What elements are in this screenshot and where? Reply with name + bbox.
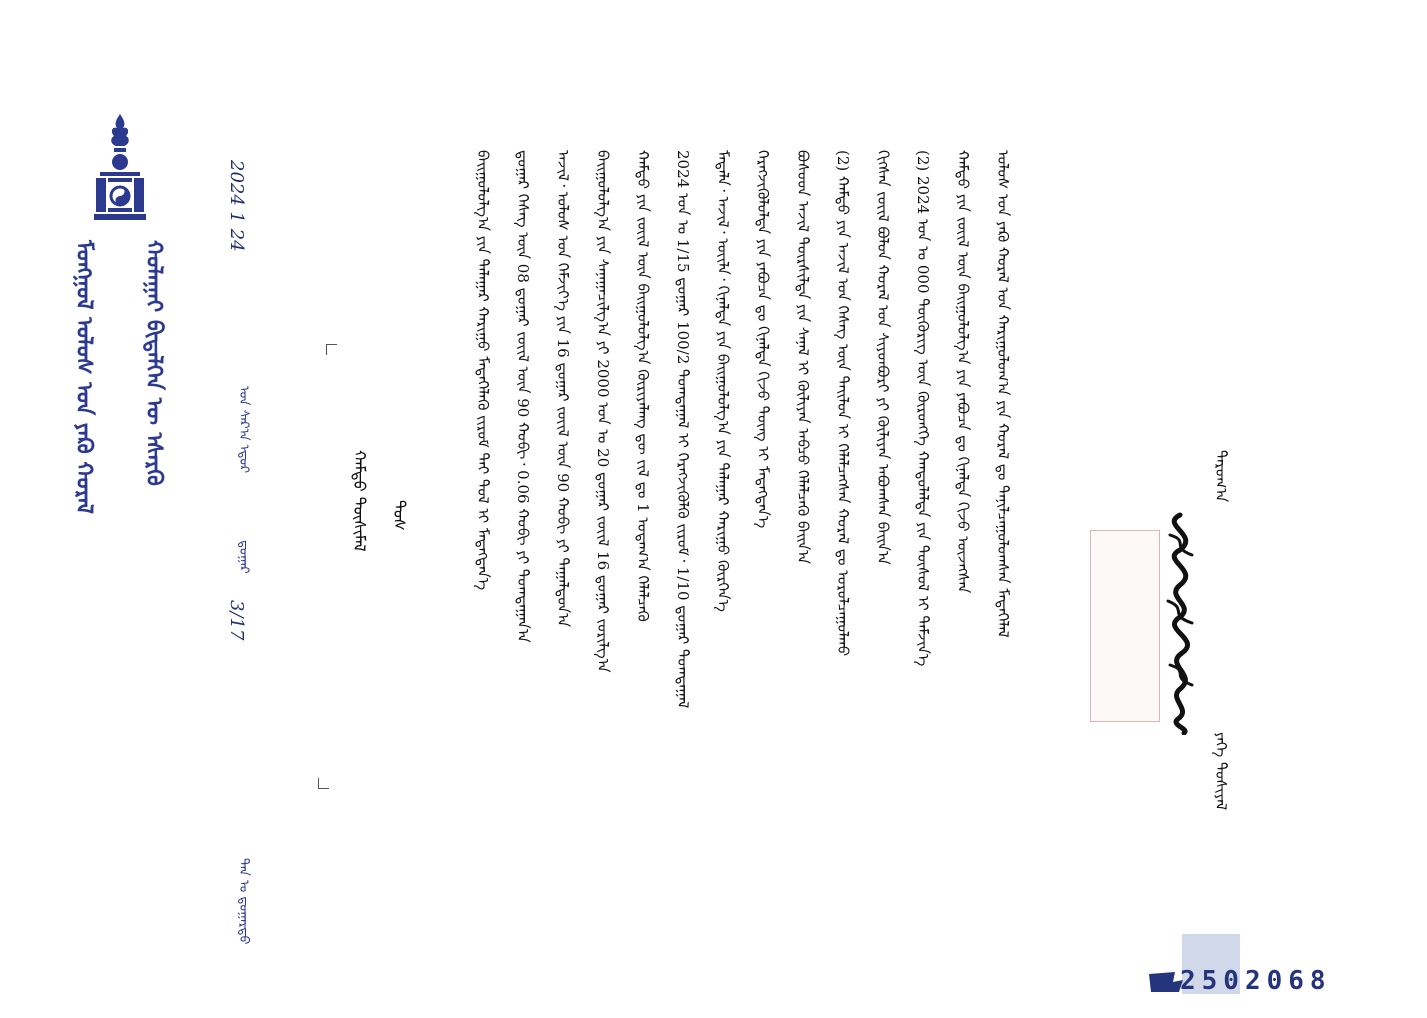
body-line: ᠬᠠᠮᠲᠤ ᠶᠢᠨ ᠵᠦᠢᠯ ᠦᠨ ᠪᠠᠢᠭᠤᠯᠤᠯᠭ᠎ᠠ ᠶᠢᠨ ᠶᠠᠪᠤᠴᠠ ᠳᠤ ᠬᠢᠨᠠᠯᠲᠠ ᠬᠢᠵᠦ ᠦᠵᠡᠭᠰᠡᠨ bbox=[954, 150, 972, 594]
header-title-line-1: ᠮᠣᠩᠭᠣᠯ ᠤᠯᠤᠰ ᠤᠨ ᠶᠡᠺᠦ ᠬᠤᠷᠠᠯ bbox=[71, 240, 96, 514]
body-line: ᠮᠡᠳᠡᠯᠡ᠂ ᠠᠵᠢᠯ᠂ ᠦᠢᠯᠡ᠂ ᠬᠢᠨᠠᠯᠲᠠ ᠶᠢᠨ ᠪᠠᠢᠭᠤᠯᠤᠯᠭ᠎ᠠ ᠶᠢᠨ ᠲᠠᠯᠠᠭᠠᠷ ᠬᠠᠷᠢᠭᠤ ᠬᠦᠷᠭᠡᠨ᠎ᠡ bbox=[714, 150, 732, 612]
body-line: ᠪᠠᠢᠭᠤᠯᠤᠯᠭ᠎ᠠ ᠶᠢᠨ ᠰᠠᠨᠠᠭᠠᠴᠢᠯᠭ᠎ᠠ ᠶᠢ 2000 ᠣᠨ ᠤ 20 ᠳ᠋ᠤᠭᠠᠷ ᠵᠦᠢᠯ 16 ᠳ᠋ᠤᠭᠠᠷ ᠵᠣᠷᠢᠯᠭ᠎ᠠ bbox=[594, 150, 612, 673]
address-corner-top bbox=[326, 344, 337, 355]
body-line: 2024 ᠣᠨ ᠤ 1/15 ᠳ᠋ᠤᠭᠠᠷ 100/2 ᠲᠣᠭᠲᠠᠭᠠᠯ ᠢ ᠬᠡᠷᠡᠭᠵᠢᠭᠦᠯᠬᠦ ᠵᠢᠷᠤᠮ᠂ 1/10 ᠳ᠋ᠤᠭᠠᠷ ᠲᠣᠭᠲᠠᠭᠠᠯ bbox=[674, 150, 692, 709]
header-title-line-2: ᠬᠤᠯᠠᠭᠠᠢ ᠪᠢᠳᠡᠯᠭᠡᠨ ᠦ ᠡᠰᠡᠷᠭᠦ bbox=[141, 240, 166, 486]
body-line: (2) ᠬᠠᠮᠲᠤ ᠶᠢᠨ ᠠᠵᠢᠯ ᠤᠨ ᠬᠡᠰᠡᠭ ᠦᠨ ᠲᠠᠢᠯᠤᠨ ᠢ ᠬᠡᠯᠡᠯᠴᠡᠭᠰᠡᠨ ᠬᠤᠷᠠᠯ ᠳᠤ ᠣᠷᠣᠯᠴᠠᠭᠤᠯᠬᠤ bbox=[834, 150, 852, 657]
body-line: ᠬᠢᠭᠰᠡᠨ ᠵᠦᠢᠯ ᠪᠣᠯᠤᠨ ᠬᠤᠷᠠᠯ ᠤᠨ ᠰᠢᠶᠳᠪᠦᠷᠢ ᠶᠢ ᠬᠦᠯᠢᠶᠡᠨ ᠠᠪᠤᠭᠰᠠᠨ ᠪᠠᠢᠨ᠎ᠠ bbox=[874, 150, 892, 565]
body-line: ᠠᠵᠢᠯ᠂ ᠤᠯᠤᠰ ᠤᠨ ᠬᠡᠮᠵᠢᠶ᠎ᠡ ᠶᠢᠨ 16 ᠳ᠋ᠤᠭᠠᠷ ᠵᠦᠢᠯ ᠦᠨ 90 ᠬᠤᠪᠢ ᠶᠢ ᠳᠠᠭᠠᠯᠳᠤᠨ᠎ᠠ bbox=[554, 150, 572, 628]
body-line: (2) 2024 ᠣᠨ ᠤ 000 ᠲᠥᠭᠦᠷᠢᠭ ᠦᠨ ᠬᠥᠷᠥᠩᠭᠡ ᠬᠠᠨᠳᠤᠯᠠᠯᠲᠠ ᠶᠢᠨ ᠲᠥᠰᠥᠯ ᠢ ᠳᠡᠮᠵᠢᠨ᠎ᠡ bbox=[914, 150, 932, 667]
number-label: ᠳ᠋ᠤᠭᠠᠷ bbox=[236, 540, 251, 574]
handwritten-signature bbox=[1140, 505, 1220, 735]
date-handwritten: 2024 1 24 bbox=[226, 160, 247, 252]
registration-number: 2502068 bbox=[1180, 966, 1332, 996]
address-corner-bottom bbox=[318, 778, 329, 789]
body-line: ᠳ᠋ᠤᠭᠠᠷ ᠬᠡᠰᠡᠭ ᠦᠨ 08 ᠳ᠋ᠤᠭᠠᠷ ᠵᠦᠢᠯ ᠦᠨ 90 ᠬᠤᠪᠢ᠂ 0.06 ᠬᠤᠪᠢ ᠶᠢ ᠲᠣᠭᠲᠠᠭᠠᠨ᠎ᠠ bbox=[514, 150, 532, 643]
reply-reference-label: ᠲᠠᠨ ᠤ ᠳ᠋ᠤᠭᠠᠷᠲᠤ bbox=[236, 858, 251, 945]
number-handwritten: 3/17 bbox=[226, 600, 247, 641]
body-line: ᠪᠠᠢᠭᠤᠯᠤᠯᠭ᠎ᠠ ᠶᠢᠨ ᠲᠠᠯᠠᠭᠠᠷ ᠬᠠᠷᠢᠭᠤ ᠮᠡᠳᠡᠭᠡᠯᠡᠬᠦ ᠵᠢᠷᠤᠮ ᠲᠠᠢ ᠲᠤᠯ ᠢ ᠮᠡᠳᠡᠭᠳᠡᠨ᠎ᠡ bbox=[474, 150, 492, 591]
body-line: ᠪᠤᠰᠤᠳ ᠠᠵᠢᠯ ᠲᠦᠷᠰᠢᠯᠲᠡ ᠶᠢᠨ ᠰᠠᠨᠠᠯ ᠢ ᠬᠦᠯᠢᠶᠡᠨ ᠠᠪᠴᠤ ᠬᠡᠯᠡᠯᠴᠡᠬᠦ ᠪᠠᠢᠨ᠎ᠠ bbox=[794, 150, 812, 565]
body-line: ᠤᠯᠤᠰ ᠤᠨ ᠶᠡᠺᠦ ᠬᠤᠷᠠᠯ ᠤᠨ ᠬᠠᠷᠢᠭᠤᠯᠤᠭ᠎ᠠ ᠶᠢᠨ ᠬᠤᠷᠠᠯ ᠳᠤ ᠲᠠᠨᠢᠯᠴᠠᠭᠤᠯᠤᠭᠰᠠᠨ ᠮᠡᠳᠡᠭᠡᠯᠡᠯ bbox=[994, 150, 1012, 638]
body-line: ᠬᠡᠷᠡᠭᠵᠢᠭᠦᠯᠦᠯᠲᠡ ᠶᠢᠨ ᠶᠠᠪᠤᠴᠠ ᠳᠤ ᠬᠢᠨᠠᠯᠲᠠ ᠬᠢᠵᠦ ᠳᠦᠩ ᠢ ᠮᠡᠳᠡᠭᠳᠡᠨ᠎ᠡ bbox=[754, 150, 772, 529]
state-emblem-icon bbox=[90, 112, 150, 224]
signatory-title: ᠳᠠᠷᠤᠭ᠎ᠠ bbox=[1212, 450, 1230, 503]
addressee-line-2: ᠲᠤᠰ bbox=[390, 500, 409, 531]
addressee-line-1: ᠬᠠᠮᠲᠤ ᠲᠦᠰᠢᠮᠡᠯ bbox=[350, 450, 369, 552]
signatory-position: ᠶᠡᠬᠡ ᠲᠤᠰᠢᠶᠠᠯ bbox=[1212, 732, 1230, 811]
body-line: ᠬᠠᠮᠲᠤ ᠶᠢᠨ ᠵᠦᠢᠯ ᠦᠨ ᠪᠠᠢᠭᠤᠯᠤᠯᠭ᠎ᠠ ᠬᠦᠷᠢᠶᠡᠯᠡᠩ ᠳᠦ ᠵᠢᠯ ᠳᠤ 1 ᠤᠳᠠᠭ᠎ᠠ ᠬᠡᠯᠡᠯᠴᠡᠬᠦ bbox=[634, 150, 652, 622]
date-label: ᠣᠨ ᠰᠠᠷ᠎ᠠ ᠡᠳᠦᠷ bbox=[236, 386, 251, 474]
